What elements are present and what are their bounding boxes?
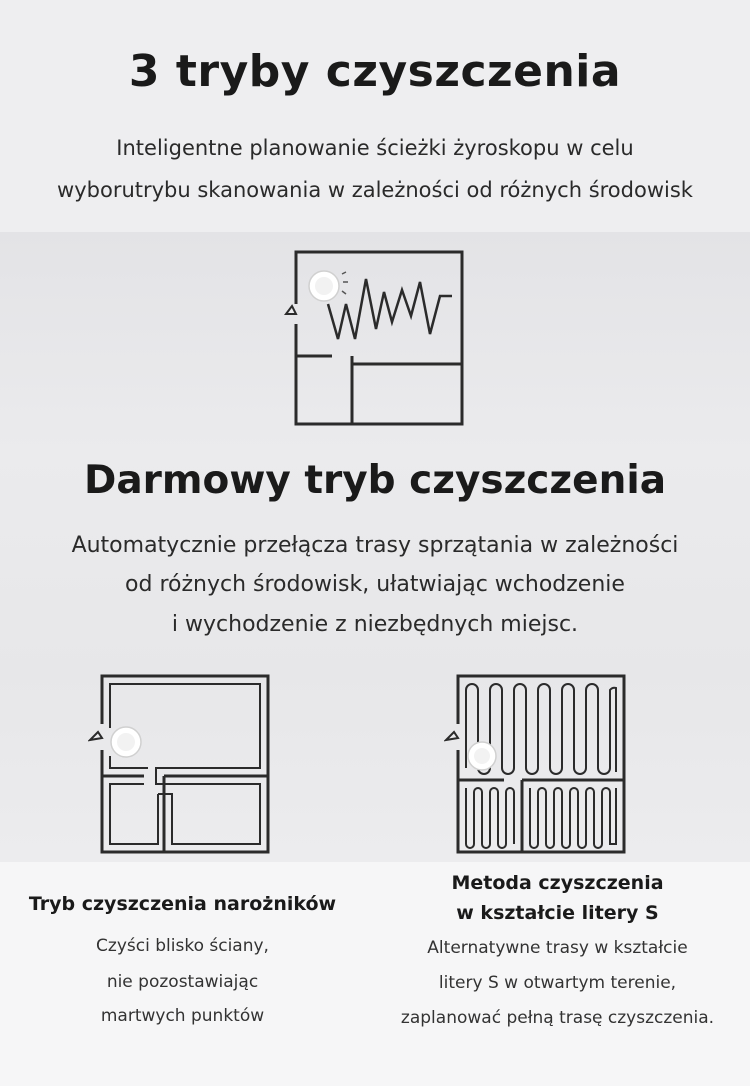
page-title: 3 tryby czyszczenia: [128, 46, 622, 97]
s-mode-description-line-1: Alternatywne trasy w kształcie: [427, 938, 688, 958]
edge-mode-description-line-1: Czyści blisko ściany,: [96, 936, 269, 956]
s-mode-title-line-1: Metoda czyszczenia: [451, 872, 664, 894]
edge-mode-description-line-3: martwych punktów: [100, 1006, 265, 1026]
s-mode-description-line-3: zaplanować pełną trasę czyszczenia.: [400, 1008, 715, 1028]
free-mode-description-line-1: Automatycznie przełącza trasy sprzątania w zależności: [71, 533, 679, 558]
s-mode-description-line-2: litery S w otwartym terenie,: [438, 973, 677, 993]
s-mode-title-line-2: w kształcie litery S: [456, 902, 659, 924]
robot-icon: [309, 271, 348, 301]
random-path-floorplan-icon: [280, 244, 470, 434]
robot-icon: [468, 742, 496, 770]
header-description-line-2: wyborutrybu skanowania w zależności od różnych środowisk: [57, 178, 693, 202]
free-mode-description-line-2: od różnych środowisk, ułatwiając wchodzenie: [125, 572, 625, 597]
header-description-line-1: Inteligentne planowanie ścieżki żyroskopu w celu: [116, 136, 634, 160]
s-path-floorplan-icon: [444, 668, 634, 858]
robot-icon: [111, 727, 141, 757]
edge-path-floorplan-icon: [88, 668, 278, 858]
edge-mode-title: Tryb czyszczenia narożników: [28, 893, 337, 915]
free-mode-description-line-3: i wychodzenie z niezbędnych miejsc.: [171, 612, 579, 637]
edge-mode-description-line-2: nie pozostawiając: [106, 972, 259, 992]
free-mode-title: Darmowy tryb czyszczenia: [83, 458, 667, 503]
